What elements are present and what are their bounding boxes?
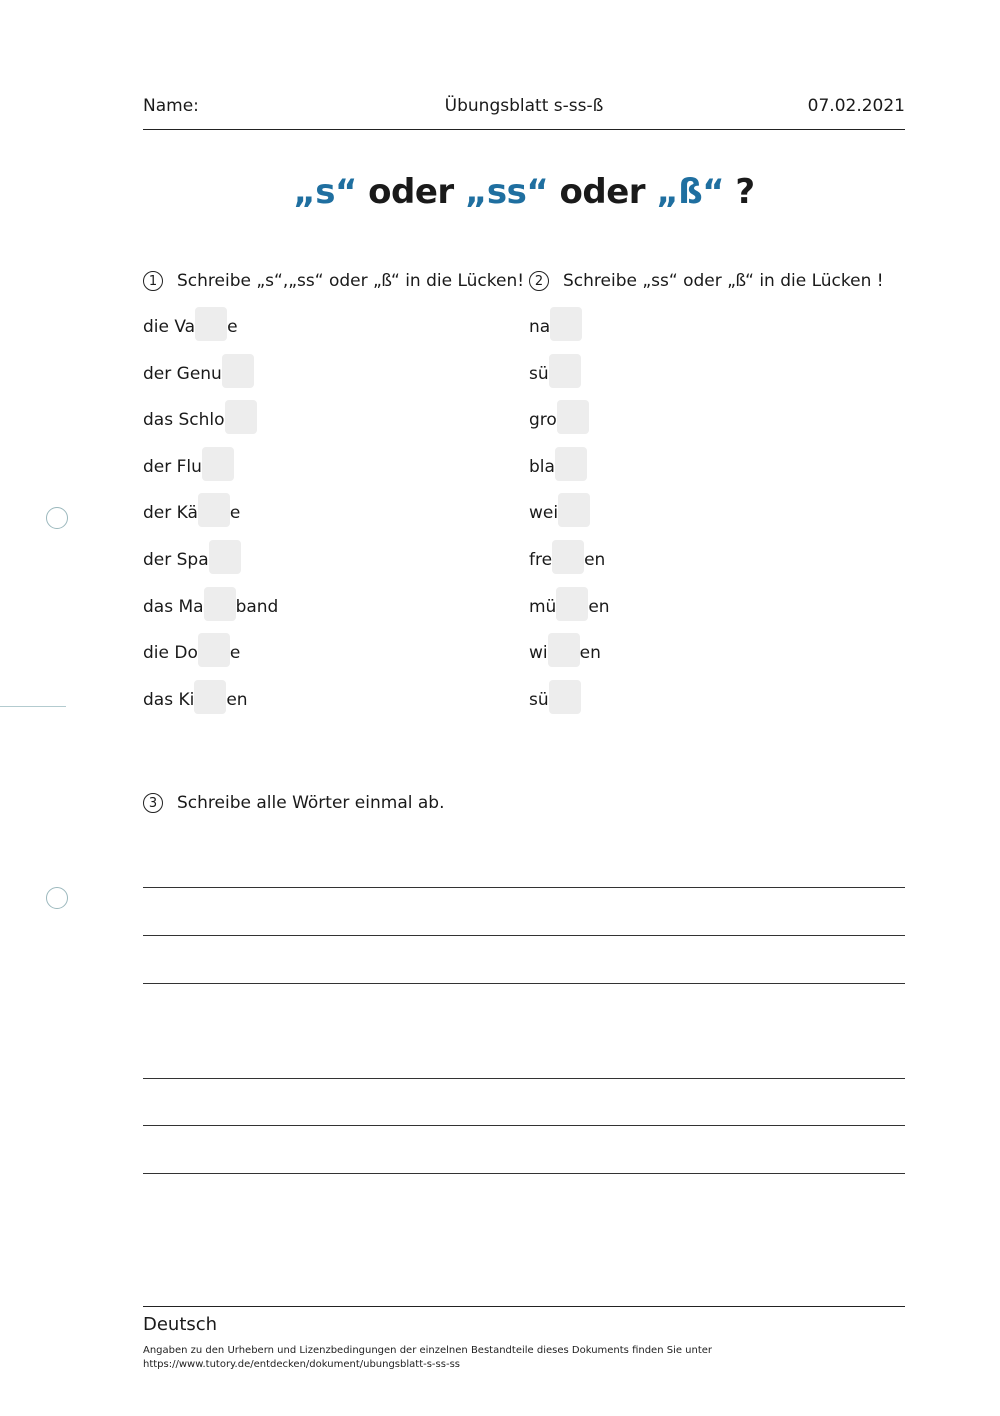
word-item xyxy=(529,406,589,430)
word-start: sü xyxy=(529,689,549,710)
word-end: e xyxy=(229,503,241,524)
fill-in-gap[interactable] xyxy=(558,493,590,527)
date-label: 07.02.2021 xyxy=(807,96,905,116)
writing-line[interactable] xyxy=(143,935,905,936)
word-item xyxy=(143,593,278,617)
fill-in-gap[interactable] xyxy=(548,633,580,667)
sheet-title: Übungsblatt s-ss-ß xyxy=(444,96,604,116)
fill-in-gap[interactable] xyxy=(225,400,257,434)
word-start: fre xyxy=(529,550,553,570)
name-label: Name: xyxy=(143,96,199,116)
word-end: en xyxy=(584,550,606,570)
word-item xyxy=(143,546,241,570)
writing-line[interactable] xyxy=(143,1125,905,1126)
task-3-heading xyxy=(143,791,444,815)
fill-in-gap[interactable] xyxy=(550,307,582,341)
word-end: en xyxy=(588,596,610,617)
fill-in-gap[interactable] xyxy=(549,354,581,388)
word-end: e xyxy=(229,643,241,664)
fill-in-gap[interactable] xyxy=(198,493,230,527)
word-item xyxy=(529,499,590,523)
title-oder: oder xyxy=(356,172,466,212)
license-url: https://www.tutory.de/entdecken/dokument/ubungsblatt-s-ss-ss xyxy=(143,1359,460,1370)
task-instruction: Schreibe „s“,„ss“ oder „ß“ in die Lücken! xyxy=(177,271,525,291)
word-start: gro xyxy=(529,410,557,431)
title-option-ss: „ss“ xyxy=(465,172,549,212)
task-instruction: Schreibe „ss“ oder „ß“ in die Lücken ! xyxy=(563,271,884,291)
subject-label: Deutsch xyxy=(143,1314,218,1335)
word-item xyxy=(143,313,238,337)
writing-line[interactable] xyxy=(143,1078,905,1079)
word-start: wei xyxy=(529,503,559,524)
word-item xyxy=(529,639,601,663)
word-start: na xyxy=(529,317,551,337)
word-item xyxy=(529,593,610,617)
word-item xyxy=(143,406,257,430)
word-item xyxy=(143,360,254,384)
word-start: der Spa xyxy=(143,550,209,570)
fill-in-gap[interactable] xyxy=(204,587,236,621)
fill-in-gap[interactable] xyxy=(555,447,587,481)
page-title xyxy=(143,172,905,212)
fill-in-gap[interactable] xyxy=(198,633,230,667)
fill-in-gap[interactable] xyxy=(549,680,581,714)
license-note-line: Angaben zu den Urhebern und Lizenzbedingungen der einzelnen Bestandteile dieses Dokuments finden Sie unter xyxy=(143,1345,713,1356)
word-item xyxy=(143,686,248,710)
writing-line[interactable] xyxy=(143,1173,905,1174)
fill-in-gap[interactable] xyxy=(557,400,589,434)
license-note xyxy=(143,1344,843,1372)
fill-in-gap[interactable] xyxy=(552,540,584,574)
word-end: band xyxy=(235,596,279,617)
fold-mark xyxy=(0,706,66,707)
writing-line[interactable] xyxy=(143,983,905,984)
fill-in-gap[interactable] xyxy=(195,307,227,341)
fill-in-gap[interactable] xyxy=(222,354,254,388)
task-number-badge: 3 xyxy=(143,793,163,813)
header-divider xyxy=(143,129,905,130)
word-start: sü xyxy=(529,363,549,384)
writing-line[interactable] xyxy=(143,887,905,888)
task-instruction: Schreibe alle Wörter einmal ab. xyxy=(177,793,445,813)
title-option-s: „s“ xyxy=(293,172,357,212)
word-start: das Ki xyxy=(143,689,195,710)
word-start: bla xyxy=(529,456,555,477)
word-end: en xyxy=(226,689,248,710)
word-item xyxy=(529,453,587,477)
footer-divider xyxy=(143,1306,905,1307)
fill-in-gap[interactable] xyxy=(209,540,241,574)
word-start: das Ma xyxy=(143,596,204,617)
task-number-badge: 2 xyxy=(529,271,549,291)
word-start: mü xyxy=(529,596,557,617)
word-end: en xyxy=(579,643,601,664)
task-1-heading xyxy=(143,269,524,293)
task-2-heading xyxy=(529,269,884,293)
title-question-mark: ? xyxy=(724,172,755,212)
word-start: der Flu xyxy=(143,456,202,477)
title-oder: oder xyxy=(548,172,657,212)
word-item xyxy=(143,453,234,477)
word-item xyxy=(529,686,581,710)
title-option-sz: „ß“ xyxy=(656,172,725,212)
word-start: die Do xyxy=(143,643,198,664)
word-start: der Kä xyxy=(143,503,198,524)
word-start: das Schlo xyxy=(143,410,225,431)
word-item xyxy=(529,546,605,570)
punch-hole-mark xyxy=(46,887,68,909)
page-header xyxy=(143,96,905,118)
word-item xyxy=(529,313,582,337)
punch-hole-mark xyxy=(46,507,68,529)
word-item xyxy=(529,360,581,384)
word-item xyxy=(143,499,240,523)
word-start: der Genu xyxy=(143,363,222,384)
fill-in-gap[interactable] xyxy=(194,680,226,714)
fill-in-gap[interactable] xyxy=(556,587,588,621)
word-item xyxy=(143,639,240,663)
task-number-badge: 1 xyxy=(143,271,163,291)
word-start: wi xyxy=(529,643,548,664)
fill-in-gap[interactable] xyxy=(202,447,234,481)
word-start: die Va xyxy=(143,317,196,337)
word-end: e xyxy=(227,317,238,337)
